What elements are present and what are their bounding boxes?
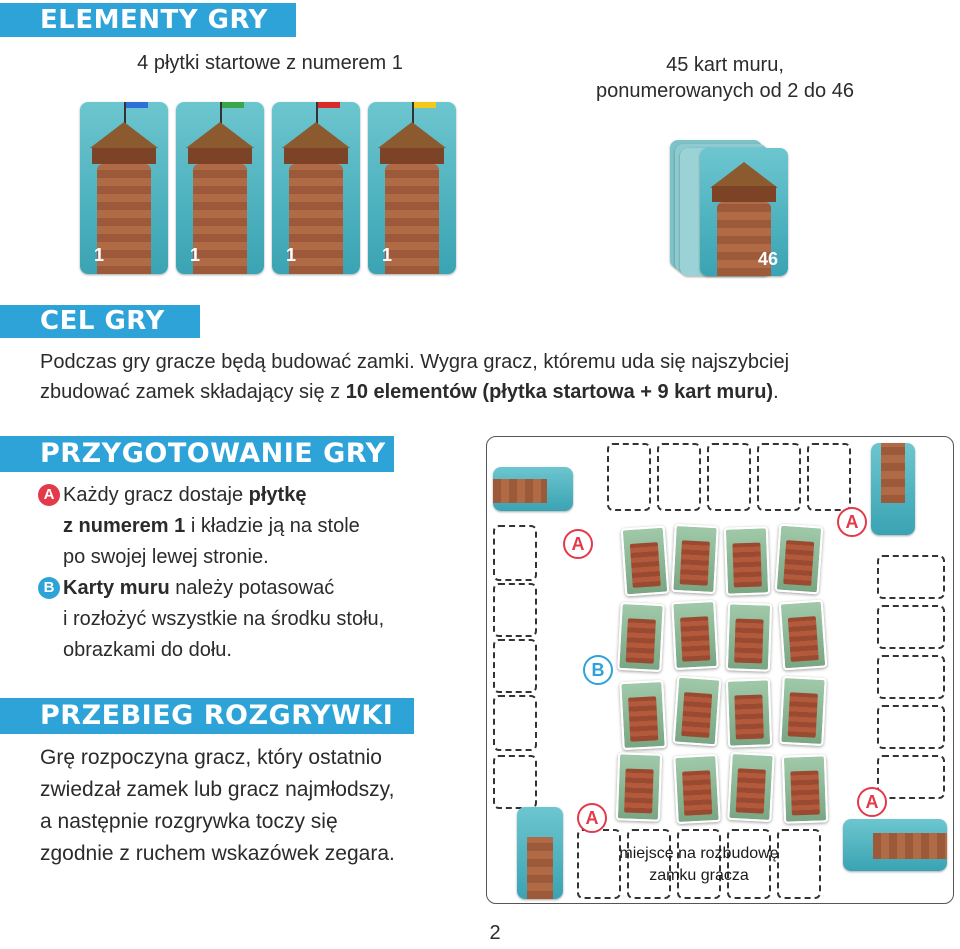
setup-text — [38, 480, 478, 666]
marker-a-icon: A — [857, 787, 887, 817]
goal-line2-start: zbudować zamek składający się z — [40, 381, 346, 403]
gameplay-line1: Grę rozpoczyna gracz, który ostatnio — [40, 746, 382, 769]
start-tile-player — [517, 807, 563, 899]
wall-card-back — [779, 600, 828, 671]
card-slot — [877, 705, 945, 749]
start-tile — [272, 102, 360, 274]
wall-card — [700, 148, 788, 276]
page-number: 2 — [489, 922, 501, 944]
setup-diagram — [486, 436, 954, 904]
card-slot — [877, 555, 945, 599]
setup-a-text2: i kładzie ją na stole — [185, 515, 360, 537]
wall-card-back — [671, 600, 718, 670]
section-heading-setup: PRZYGOTOWANIE GRY — [0, 436, 394, 472]
goal-line2-bold: 10 elementów (płytka startowa + 9 kart muru) — [345, 381, 774, 403]
setup-a-line2 — [38, 511, 478, 542]
start-tile-player — [493, 467, 573, 511]
card-slot — [493, 639, 537, 693]
card-slot — [877, 655, 945, 699]
gameplay-line2: zwiedzał zamek lub gracz najmłodszy, — [40, 778, 395, 801]
wall-card-back — [726, 678, 772, 747]
setup-b-line1 — [38, 573, 478, 604]
wall-cards-caption-line1: 45 kart muru, — [666, 54, 784, 76]
setup-b-line2: i rozłożyć wszystkie na środku stołu, — [63, 608, 385, 630]
wall-card-back — [619, 680, 666, 750]
card-slot — [877, 755, 945, 799]
start-tile-number: 1 — [382, 245, 393, 265]
setup-a-bold2: z numerem 1 — [63, 515, 186, 537]
start-tile-player — [843, 819, 947, 871]
setup-a-line1 — [38, 480, 478, 511]
goal-line2-end: . — [773, 381, 779, 403]
setup-a-bold1: płytkę — [248, 484, 307, 506]
card-slot — [657, 443, 701, 511]
card-slot — [493, 695, 537, 751]
wall-card-number: 46 — [757, 249, 778, 269]
card-slot — [493, 525, 537, 581]
wall-card-back — [779, 676, 826, 746]
wall-card-back — [782, 754, 828, 823]
wall-card-back — [621, 526, 670, 597]
start-tile — [368, 102, 456, 274]
start-tile-number: 1 — [286, 245, 297, 265]
build-area-label — [599, 843, 799, 887]
wall-card-back — [673, 754, 720, 824]
goal-text — [40, 347, 950, 407]
gameplay-text — [40, 742, 480, 870]
gameplay-line3: a następnie rozgrywka toczy się — [40, 810, 338, 833]
wall-card-back — [775, 524, 824, 595]
start-tile — [176, 102, 264, 274]
wall-card-back — [724, 526, 770, 595]
marker-a-icon: A — [837, 507, 867, 537]
card-slot — [493, 755, 537, 809]
marker-b-icon: B — [583, 655, 613, 685]
marker-a-icon: A — [38, 484, 60, 506]
section-heading-goal: CEL GRY — [0, 305, 200, 338]
setup-b-bold: Karty muru — [63, 577, 170, 599]
gameplay-line4: zgodnie z ruchem wskazówek zegara. — [40, 842, 395, 865]
card-slot — [877, 605, 945, 649]
wall-card-back — [617, 602, 664, 672]
flag-icon — [126, 102, 148, 108]
goal-line1: Podczas gry gracze będą budować zamki. Wygra gracz, któremu uda się najszybciej — [40, 351, 790, 373]
section-heading-elements: ELEMENTY GRY — [0, 3, 296, 37]
wall-card-back — [616, 752, 662, 821]
start-tiles-caption: 4 płytki startowe z numerem 1 — [137, 52, 403, 74]
wall-cards-caption — [560, 52, 890, 104]
wall-card-back — [726, 602, 772, 671]
build-area-label-line1: miejsce na rozbudowę — [619, 845, 779, 862]
start-tile-player — [871, 443, 915, 535]
start-tile-number: 1 — [94, 245, 105, 265]
card-slot — [757, 443, 801, 511]
setup-a-line3: po swojej lewej stronie. — [63, 546, 269, 568]
wall-card-back — [727, 752, 774, 822]
setup-b-line3: obrazkami do dołu. — [63, 639, 232, 661]
build-area-label-line2: zamku gracza — [649, 867, 749, 884]
marker-b-icon: B — [38, 577, 60, 599]
setup-a-text1: Każdy gracz dostaje — [63, 484, 249, 506]
start-tile — [80, 102, 168, 274]
wall-cards-caption-line2: ponumerowanych od 2 do 46 — [596, 80, 854, 102]
card-slot — [707, 443, 751, 511]
goal-line2 — [40, 377, 950, 407]
flag-icon — [414, 102, 436, 108]
card-slot — [807, 443, 851, 511]
marker-a-icon: A — [563, 529, 593, 559]
setup-b-text1: należy potasować — [169, 577, 335, 599]
flag-icon — [318, 102, 340, 108]
wall-card-back — [673, 676, 722, 747]
marker-a-icon: A — [577, 803, 607, 833]
flag-icon — [222, 102, 244, 108]
section-heading-gameplay: PRZEBIEG ROZGRYWKI — [0, 698, 414, 734]
wall-card-back — [671, 524, 718, 594]
start-tile-number: 1 — [190, 245, 201, 265]
card-slot — [607, 443, 651, 511]
card-slot — [493, 583, 537, 637]
